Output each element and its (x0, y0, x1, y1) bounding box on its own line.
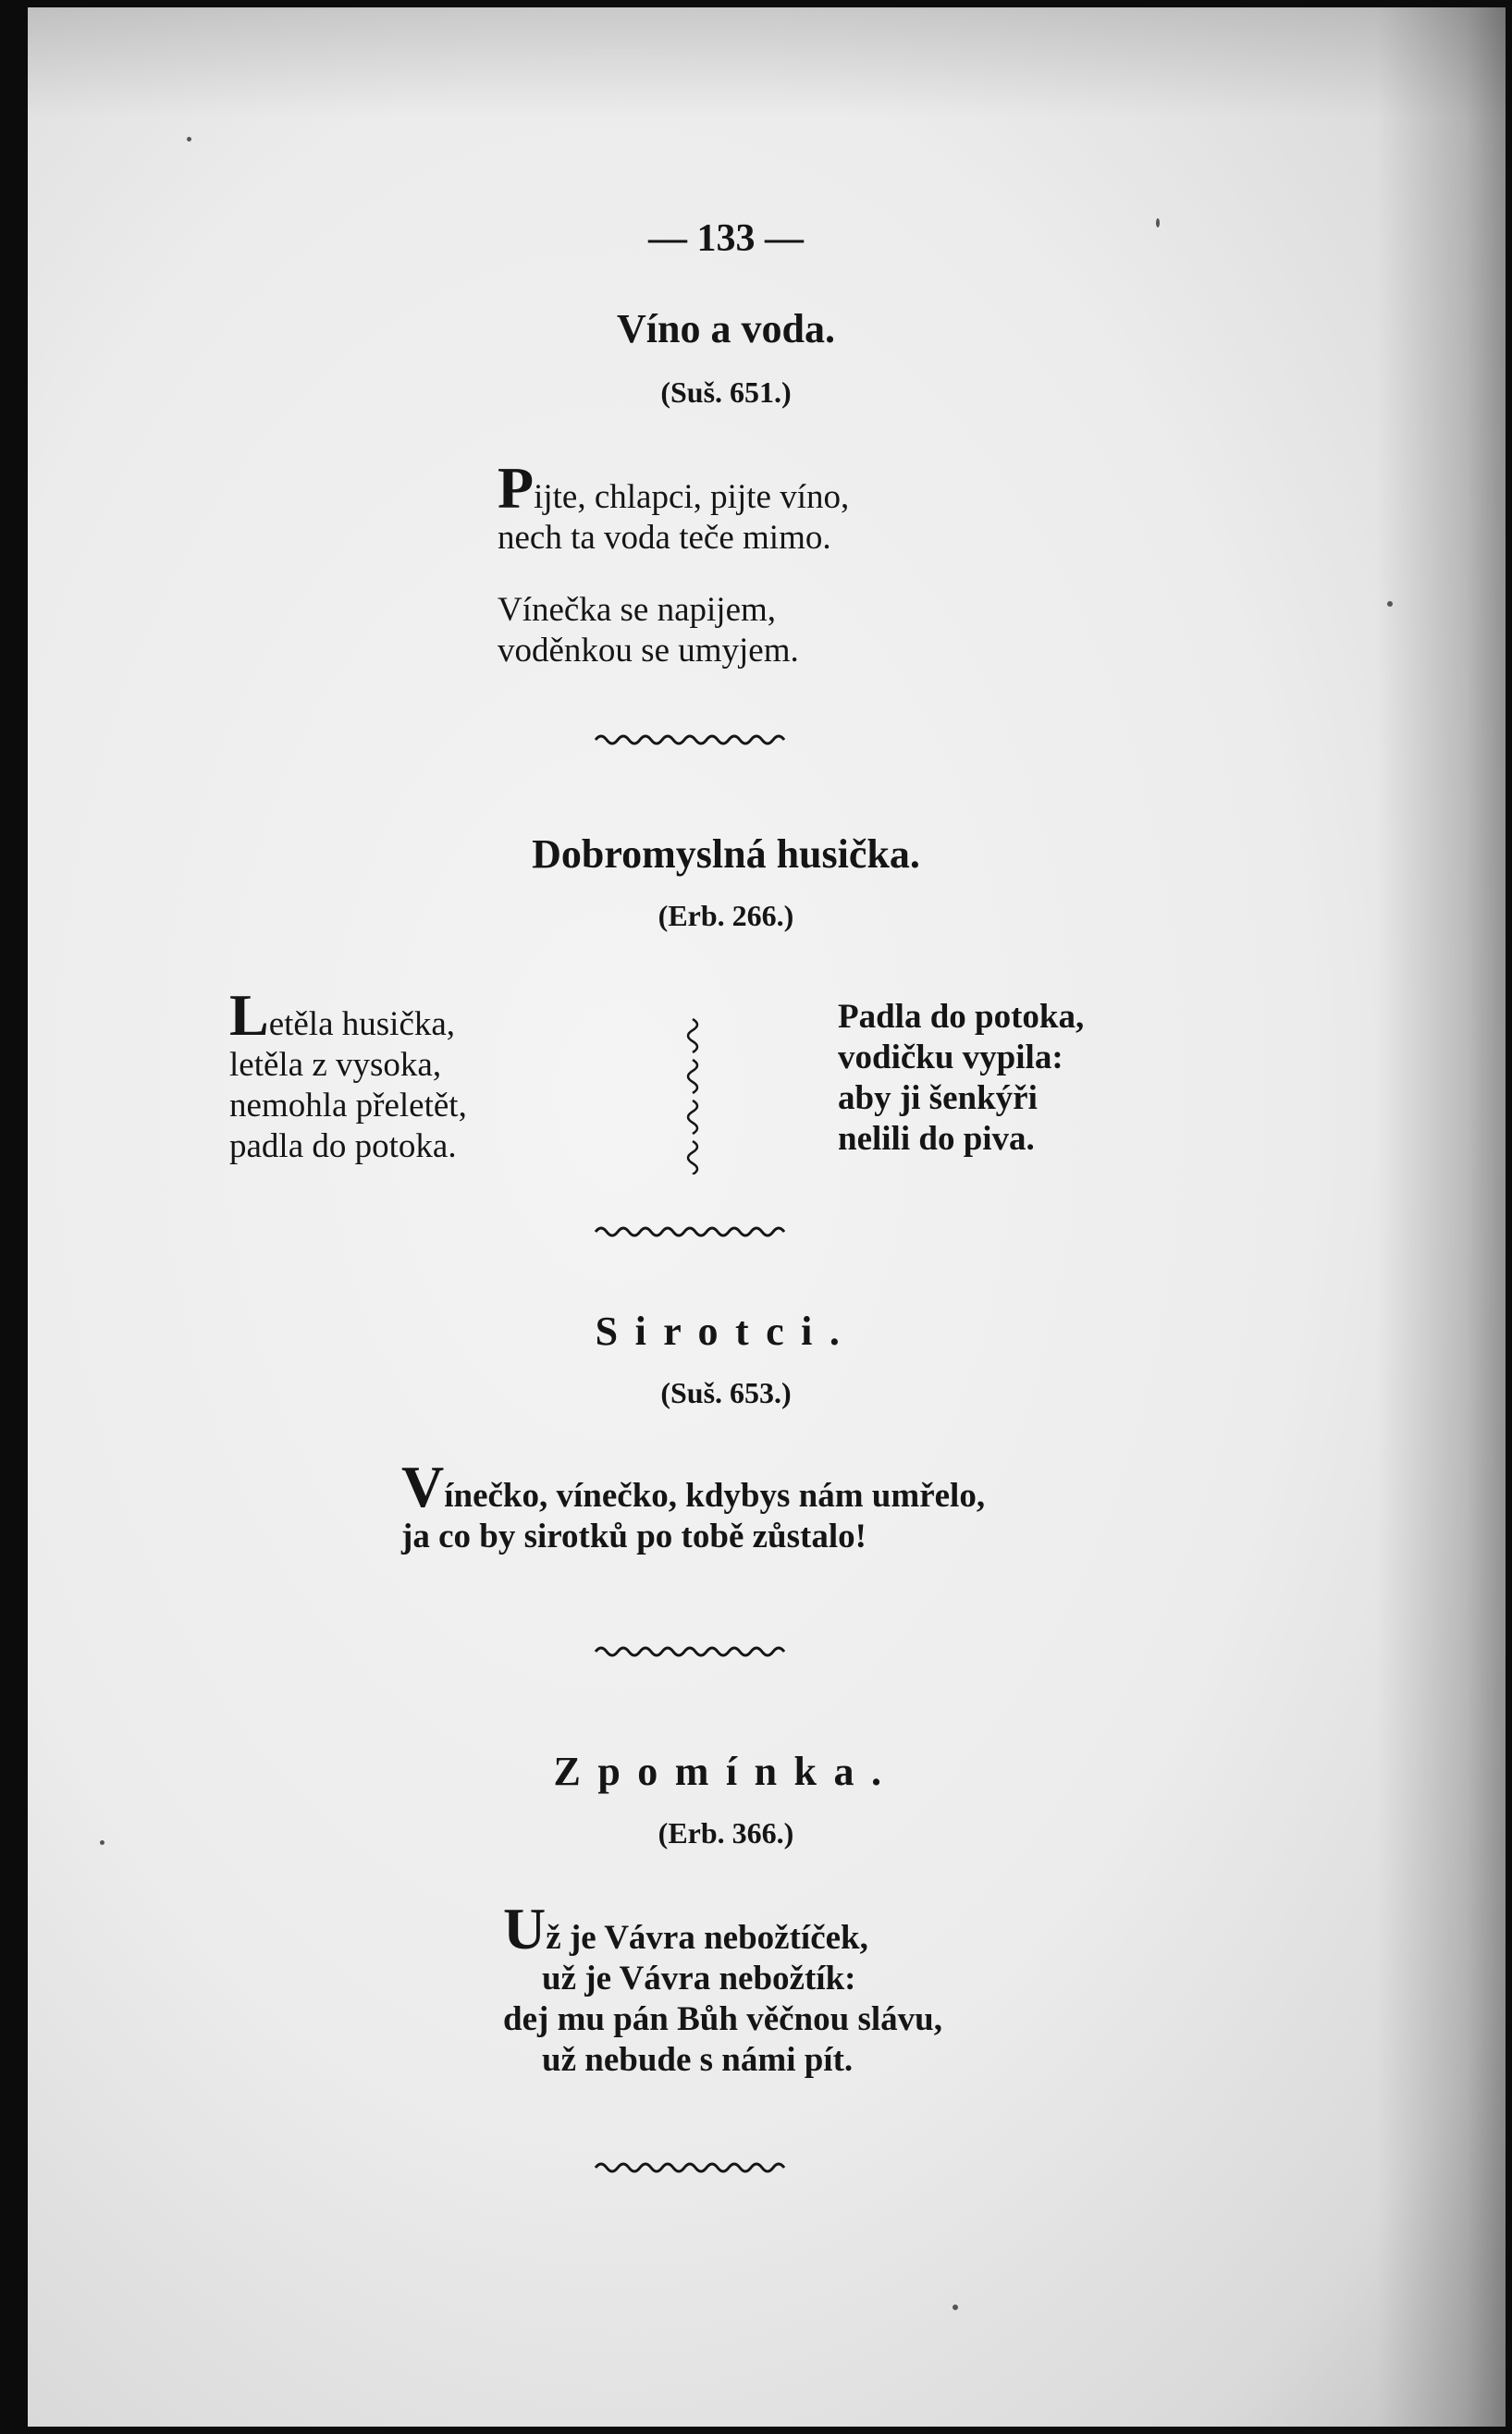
poem-body-2-right (838, 997, 1084, 1160)
verse-line: aby ji šenkýři (838, 1079, 1038, 1117)
verse-line: už je Vávra nebožtík: (542, 1960, 856, 1998)
verse-line: nelili do piva. (838, 1120, 1035, 1158)
poem-source-2: (Erb. 266.) (658, 899, 794, 932)
verse-line: nech ta voda teče mimo. (498, 519, 831, 557)
wavy-divider (594, 2157, 790, 2175)
verse-text: ínečko, vínečko, kdybys nám umřelo, (444, 1477, 986, 1515)
verse-line: Vínečka se napijem, (498, 591, 777, 629)
wavy-divider (594, 1221, 790, 1239)
poem-body-2-left (229, 982, 467, 1167)
verse-line: dej mu pán Bůh věčnou slávu, (503, 2000, 942, 2038)
paper-speck (1387, 601, 1393, 607)
poem-title-dobromyslna-husicka: Dobromyslná husička. (532, 831, 920, 877)
drop-initial: U (503, 1896, 547, 1961)
drop-initial: L (229, 982, 269, 1048)
verse-line (401, 1454, 986, 1519)
drop-initial: P (498, 455, 535, 521)
verse-line: voděnkou se umyjem. (498, 632, 799, 670)
poem-body-1 (498, 455, 850, 671)
page-top-shadow (28, 7, 1506, 118)
verse-line: už nebude s námi pít. (542, 2041, 854, 2079)
paper-speck (953, 2305, 958, 2310)
verse-line: vodičku vypila: (838, 1039, 1063, 1076)
poem-title-vino-a-voda: Víno a voda. (617, 306, 835, 351)
verse-line (229, 982, 467, 1048)
verse-brace (680, 1015, 717, 1174)
paper-speck (187, 137, 191, 141)
paper-speck (1156, 218, 1160, 227)
verse-line (498, 455, 850, 521)
drop-initial: V (401, 1454, 445, 1519)
verse-line: padla do potoka. (229, 1127, 457, 1165)
wavy-divider (594, 1641, 790, 1659)
poem-source-1: (Suš. 651.) (660, 375, 792, 409)
verse-line: Padla do potoka, (838, 998, 1085, 1036)
verse-line: nemohla přeletět, (229, 1087, 467, 1125)
poem-body-4 (503, 1896, 942, 2081)
poem-body-3 (401, 1454, 986, 1557)
page-number: — 133 — (648, 217, 804, 260)
verse-line (503, 1896, 942, 1961)
paper-speck (100, 1840, 104, 1845)
poem-source-3: (Suš. 653.) (660, 1376, 792, 1409)
verse-line: ja co by sirotků po tobě zůstalo! (401, 1518, 867, 1555)
poem-title-zpominka: Zpomínka. (553, 1749, 899, 1794)
poem-title-sirotci: Sirotci. (595, 1309, 857, 1354)
poem-source-4: (Erb. 366.) (658, 1816, 794, 1850)
page-edge-shadow (1376, 7, 1506, 2427)
wavy-divider (594, 729, 790, 747)
verse-text: ijte, chlapci, pijte víno, (534, 478, 850, 516)
book-page (28, 7, 1506, 2427)
verse-text: ž je Vávra nebožtíček, (546, 1919, 868, 1957)
verse-text: etěla husička, (268, 1005, 456, 1043)
verse-line: letěla z vysoka, (229, 1046, 442, 1084)
